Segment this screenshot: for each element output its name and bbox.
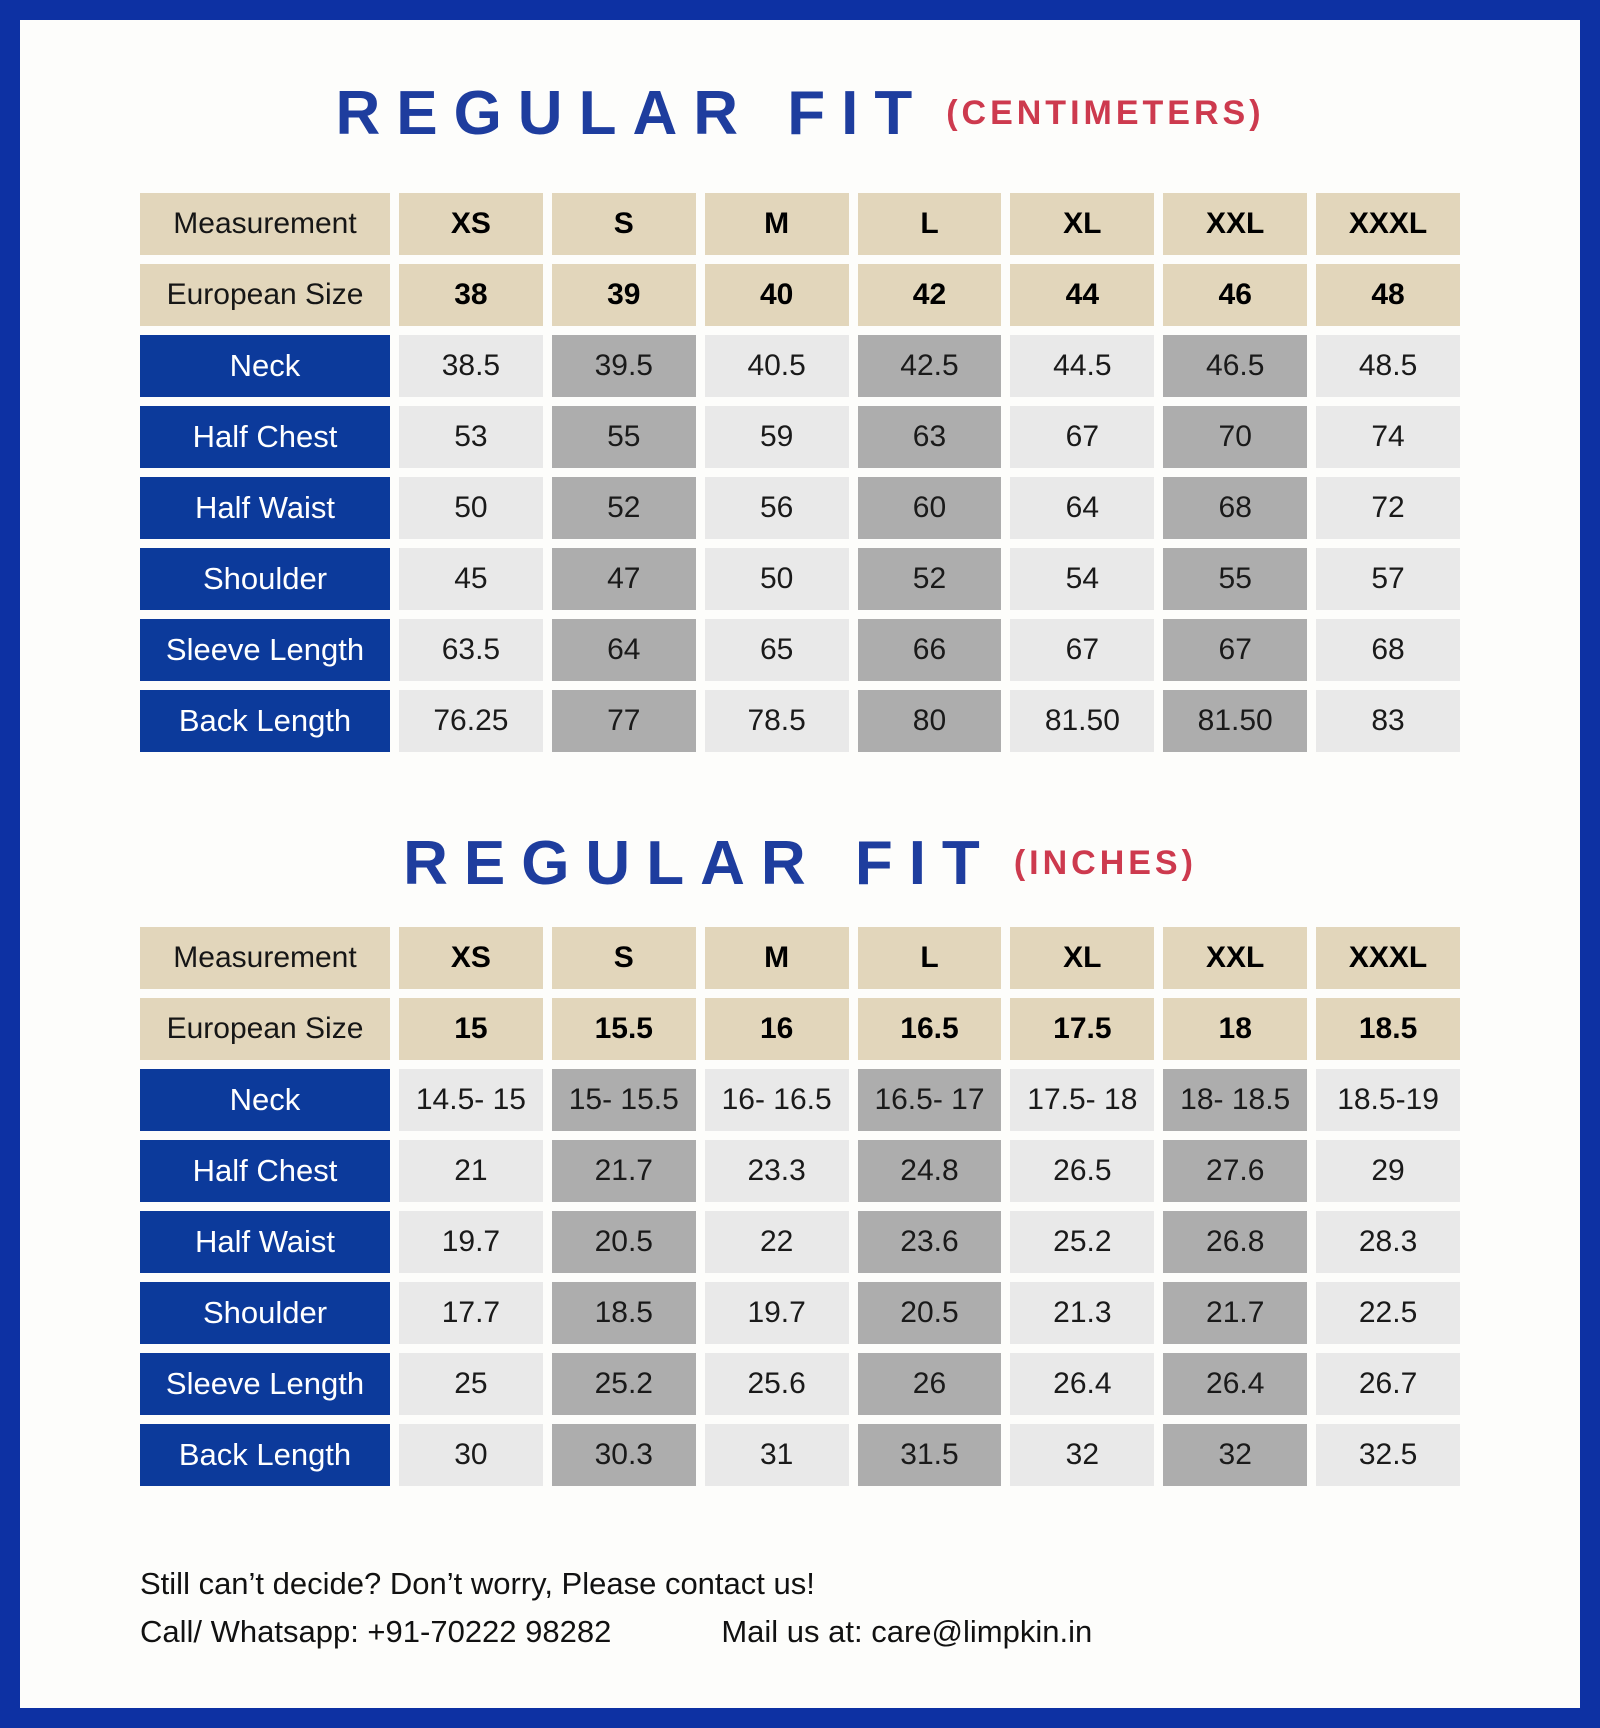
size-header-cell: XS	[399, 927, 543, 989]
measurement-value-cell: 18- 18.5	[1163, 1069, 1307, 1131]
size-header-cell: L	[858, 927, 1002, 989]
measurement-value-cell: 20.5	[552, 1211, 696, 1273]
european-size-value-cell: 16.5	[858, 998, 1002, 1060]
measurement-row-label: Back Length	[140, 690, 390, 752]
measurement-value-cell: 26.4	[1010, 1353, 1154, 1415]
measurement-value-cell: 55	[1163, 548, 1307, 610]
measurement-value-cell: 21.3	[1010, 1282, 1154, 1344]
size-header-cell: XXL	[1163, 193, 1307, 255]
measurement-value-cell: 53	[399, 406, 543, 468]
measurement-value-cell: 78.5	[705, 690, 849, 752]
size-header-cell: XS	[399, 193, 543, 255]
measurement-value-cell: 65	[705, 619, 849, 681]
section-title-inches	[20, 828, 1580, 899]
measurement-value-cell: 21.7	[552, 1140, 696, 1202]
measurement-value-cell: 20.5	[858, 1282, 1002, 1344]
measurement-value-cell: 57	[1316, 548, 1460, 610]
european-size-value-cell: 15.5	[552, 998, 696, 1060]
measurement-row-label: Neck	[140, 335, 390, 397]
size-header-cell: XXL	[1163, 927, 1307, 989]
measurement-value-cell: 70	[1163, 406, 1307, 468]
measurement-value-cell: 30	[399, 1424, 543, 1486]
measurement-value-cell: 68	[1163, 477, 1307, 539]
measurement-value-cell: 81.50	[1010, 690, 1154, 752]
contact-details	[140, 1608, 1460, 1656]
measurement-value-cell: 50	[705, 548, 849, 610]
measurement-value-cell: 14.5- 15	[399, 1069, 543, 1131]
measurement-row-label: Half Waist	[140, 1211, 390, 1273]
european-size-value-cell: 46	[1163, 264, 1307, 326]
measurement-value-cell: 60	[858, 477, 1002, 539]
measurement-value-cell: 30.3	[552, 1424, 696, 1486]
measurement-value-cell: 19.7	[705, 1282, 849, 1344]
measurement-value-cell: 77	[552, 690, 696, 752]
measurement-value-cell: 44.5	[1010, 335, 1154, 397]
measurement-value-cell: 67	[1010, 619, 1154, 681]
regular-fit-title: REGULAR FIT	[403, 829, 996, 898]
measurement-value-cell: 25.2	[1010, 1211, 1154, 1273]
measurement-row-label: Half Chest	[140, 1140, 390, 1202]
measurement-value-cell: 46.5	[1163, 335, 1307, 397]
measurement-value-cell: 45	[399, 548, 543, 610]
size-table-centimeters	[140, 193, 1460, 752]
size-header-cell: XXXL	[1316, 193, 1460, 255]
measurement-value-cell: 42.5	[858, 335, 1002, 397]
regular-fit-title: REGULAR FIT	[335, 79, 929, 148]
european-size-label-cell: European Size	[140, 998, 390, 1060]
measurement-value-cell: 68	[1316, 619, 1460, 681]
size-header-cell: S	[552, 193, 696, 255]
measurement-value-cell: 32.5	[1316, 1424, 1460, 1486]
measurement-value-cell: 54	[1010, 548, 1154, 610]
measurement-row-label: Shoulder	[140, 548, 390, 610]
european-size-value-cell: 18.5	[1316, 998, 1460, 1060]
measurement-header-cell: Measurement	[140, 193, 390, 255]
measurement-value-cell: 26	[858, 1353, 1002, 1415]
measurement-value-cell: 16.5- 17	[858, 1069, 1002, 1131]
measurement-header-cell: Measurement	[140, 927, 390, 989]
measurement-value-cell: 67	[1163, 619, 1307, 681]
measurement-value-cell: 38.5	[399, 335, 543, 397]
measurement-value-cell: 21.7	[1163, 1282, 1307, 1344]
european-size-value-cell: 40	[705, 264, 849, 326]
contact-prompt-text: Still can’t decide? Don’t worry, Please contact us!	[140, 1566, 815, 1601]
size-header-cell: XXXL	[1316, 927, 1460, 989]
european-size-value-cell: 16	[705, 998, 849, 1060]
european-size-label-cell: European Size	[140, 264, 390, 326]
european-size-value-cell: 17.5	[1010, 998, 1154, 1060]
measurement-row-label: Half Waist	[140, 477, 390, 539]
measurement-value-cell: 66	[858, 619, 1002, 681]
measurement-value-cell: 32	[1010, 1424, 1154, 1486]
measurement-value-cell: 22.5	[1316, 1282, 1460, 1344]
measurement-value-cell: 19.7	[399, 1211, 543, 1273]
measurement-row-label: Half Chest	[140, 406, 390, 468]
measurement-value-cell: 81.50	[1163, 690, 1307, 752]
measurement-row-label: Shoulder	[140, 1282, 390, 1344]
european-size-value-cell: 18	[1163, 998, 1307, 1060]
measurement-value-cell: 74	[1316, 406, 1460, 468]
measurement-value-cell: 16- 16.5	[705, 1069, 849, 1131]
measurement-value-cell: 26.8	[1163, 1211, 1307, 1273]
measurement-value-cell: 64	[1010, 477, 1154, 539]
measurement-value-cell: 76.25	[399, 690, 543, 752]
measurement-value-cell: 83	[1316, 690, 1460, 752]
measurement-value-cell: 28.3	[1316, 1211, 1460, 1273]
measurement-value-cell: 67	[1010, 406, 1154, 468]
measurement-value-cell: 80	[858, 690, 1002, 752]
measurement-value-cell: 63.5	[399, 619, 543, 681]
measurement-value-cell: 21	[399, 1140, 543, 1202]
measurement-value-cell: 25.6	[705, 1353, 849, 1415]
measurement-value-cell: 48.5	[1316, 335, 1460, 397]
measurement-row-label: Sleeve Length	[140, 619, 390, 681]
measurement-value-cell: 39.5	[552, 335, 696, 397]
measurement-value-cell: 72	[1316, 477, 1460, 539]
measurement-value-cell: 17.7	[399, 1282, 543, 1344]
measurement-value-cell: 22	[705, 1211, 849, 1273]
size-table-inches	[140, 927, 1460, 1486]
measurement-row-label: Sleeve Length	[140, 1353, 390, 1415]
measurement-value-cell: 17.5- 18	[1010, 1069, 1154, 1131]
size-header-cell: M	[705, 927, 849, 989]
measurement-value-cell: 55	[552, 406, 696, 468]
measurement-value-cell: 15- 15.5	[552, 1069, 696, 1131]
unit-label-inches: (INCHES)	[1013, 844, 1197, 882]
measurement-value-cell: 23.3	[705, 1140, 849, 1202]
european-size-value-cell: 15	[399, 998, 543, 1060]
measurement-row-label: Back Length	[140, 1424, 390, 1486]
measurement-value-cell: 52	[858, 548, 1002, 610]
measurement-value-cell: 29	[1316, 1140, 1460, 1202]
measurement-value-cell: 59	[705, 406, 849, 468]
unit-label-centimeters: (CENTIMETERS)	[946, 94, 1265, 132]
measurement-value-cell: 25	[399, 1353, 543, 1415]
size-header-cell: XL	[1010, 193, 1154, 255]
european-size-value-cell: 38	[399, 264, 543, 326]
measurement-value-cell: 18.5-19	[1316, 1069, 1460, 1131]
size-header-cell: S	[552, 927, 696, 989]
contact-email-text: Mail us at: care@limpkin.in	[721, 1614, 1093, 1650]
measurement-value-cell: 26.5	[1010, 1140, 1154, 1202]
measurement-value-cell: 31.5	[858, 1424, 1002, 1486]
size-header-cell: M	[705, 193, 849, 255]
measurement-value-cell: 26.4	[1163, 1353, 1307, 1415]
measurement-value-cell: 50	[399, 477, 543, 539]
measurement-value-cell: 26.7	[1316, 1353, 1460, 1415]
measurement-value-cell: 64	[552, 619, 696, 681]
contact-phone-text: Call/ Whatsapp: +91-70222 98282	[140, 1614, 612, 1650]
measurement-value-cell: 23.6	[858, 1211, 1002, 1273]
size-header-cell: XL	[1010, 927, 1154, 989]
measurement-value-cell: 27.6	[1163, 1140, 1307, 1202]
european-size-value-cell: 42	[858, 264, 1002, 326]
measurement-value-cell: 47	[552, 548, 696, 610]
measurement-value-cell: 40.5	[705, 335, 849, 397]
measurement-value-cell: 63	[858, 406, 1002, 468]
measurement-value-cell: 56	[705, 477, 849, 539]
size-header-cell: L	[858, 193, 1002, 255]
european-size-value-cell: 44	[1010, 264, 1154, 326]
measurement-value-cell: 25.2	[552, 1353, 696, 1415]
measurement-value-cell: 52	[552, 477, 696, 539]
measurement-value-cell: 31	[705, 1424, 849, 1486]
measurement-value-cell: 24.8	[858, 1140, 1002, 1202]
section-title-centimeters	[20, 78, 1580, 149]
measurement-value-cell: 32	[1163, 1424, 1307, 1486]
european-size-value-cell: 39	[552, 264, 696, 326]
measurement-row-label: Neck	[140, 1069, 390, 1131]
measurement-value-cell: 18.5	[552, 1282, 696, 1344]
european-size-value-cell: 48	[1316, 264, 1460, 326]
contact-footer	[140, 1560, 1460, 1656]
